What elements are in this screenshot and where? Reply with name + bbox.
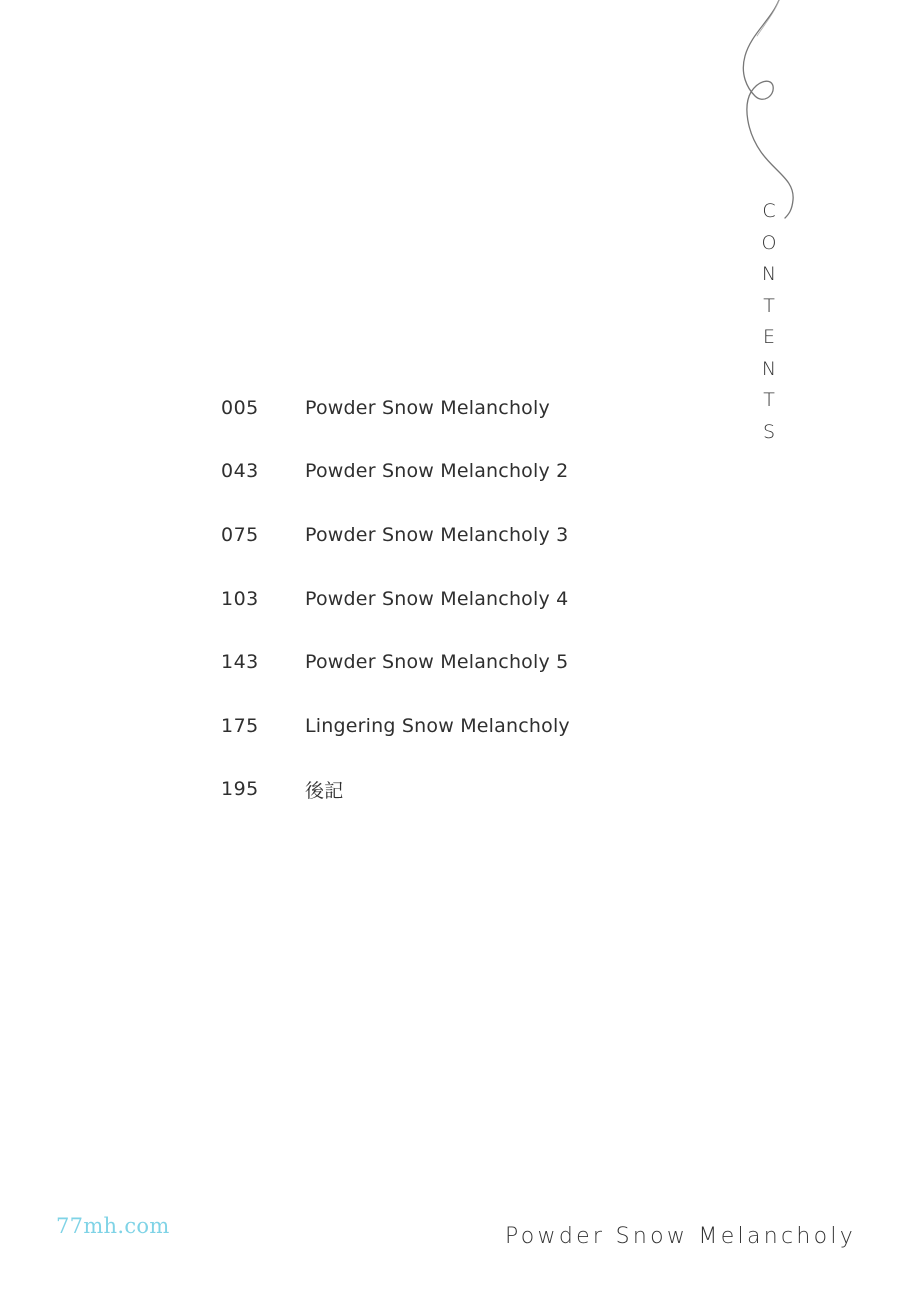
heading-letter: N	[761, 357, 777, 380]
heading-letter: T	[763, 294, 775, 317]
toc-page-number: 175	[221, 714, 259, 737]
table-of-contents	[221, 376, 641, 821]
toc-entry	[221, 567, 641, 631]
heading-letter: S	[762, 420, 776, 443]
toc-chapter-title: Lingering Snow Melancholy	[305, 714, 570, 737]
toc-page-number: 103	[221, 587, 259, 610]
toc-entry	[221, 758, 641, 822]
toc-entry	[221, 503, 641, 567]
toc-entry	[221, 376, 641, 440]
toc-page-number: 075	[221, 523, 259, 546]
site-watermark: 77mh.com	[56, 1214, 170, 1238]
toc-page-number: 143	[221, 651, 259, 674]
footer-book-title: Powder Snow Melancholy	[505, 1224, 857, 1249]
toc-chapter-title: Powder Snow Melancholy 5	[305, 651, 569, 674]
toc-page-number: 005	[221, 396, 259, 419]
contents-heading	[752, 196, 786, 448]
toc-page-number: 043	[221, 460, 259, 483]
heading-letter: T	[763, 389, 775, 411]
heading-letter: N	[761, 263, 777, 285]
heading-letter: C	[762, 200, 776, 222]
toc-entry	[221, 630, 641, 694]
toc-entry	[221, 440, 641, 504]
ribbon-curl	[743, 0, 793, 218]
heading-letter: O	[761, 231, 777, 254]
toc-chapter-title: Powder Snow Melancholy 4	[305, 587, 569, 610]
toc-chapter-title: Powder Snow Melancholy 2	[305, 460, 569, 483]
toc-page-number: 195	[221, 778, 259, 801]
toc-chapter-title: Powder Snow Melancholy	[305, 396, 550, 419]
toc-entry	[221, 694, 641, 758]
heading-letter: E	[762, 326, 775, 348]
toc-chapter-title: 後記	[305, 779, 344, 802]
toc-chapter-title: Powder Snow Melancholy 3	[305, 523, 569, 546]
